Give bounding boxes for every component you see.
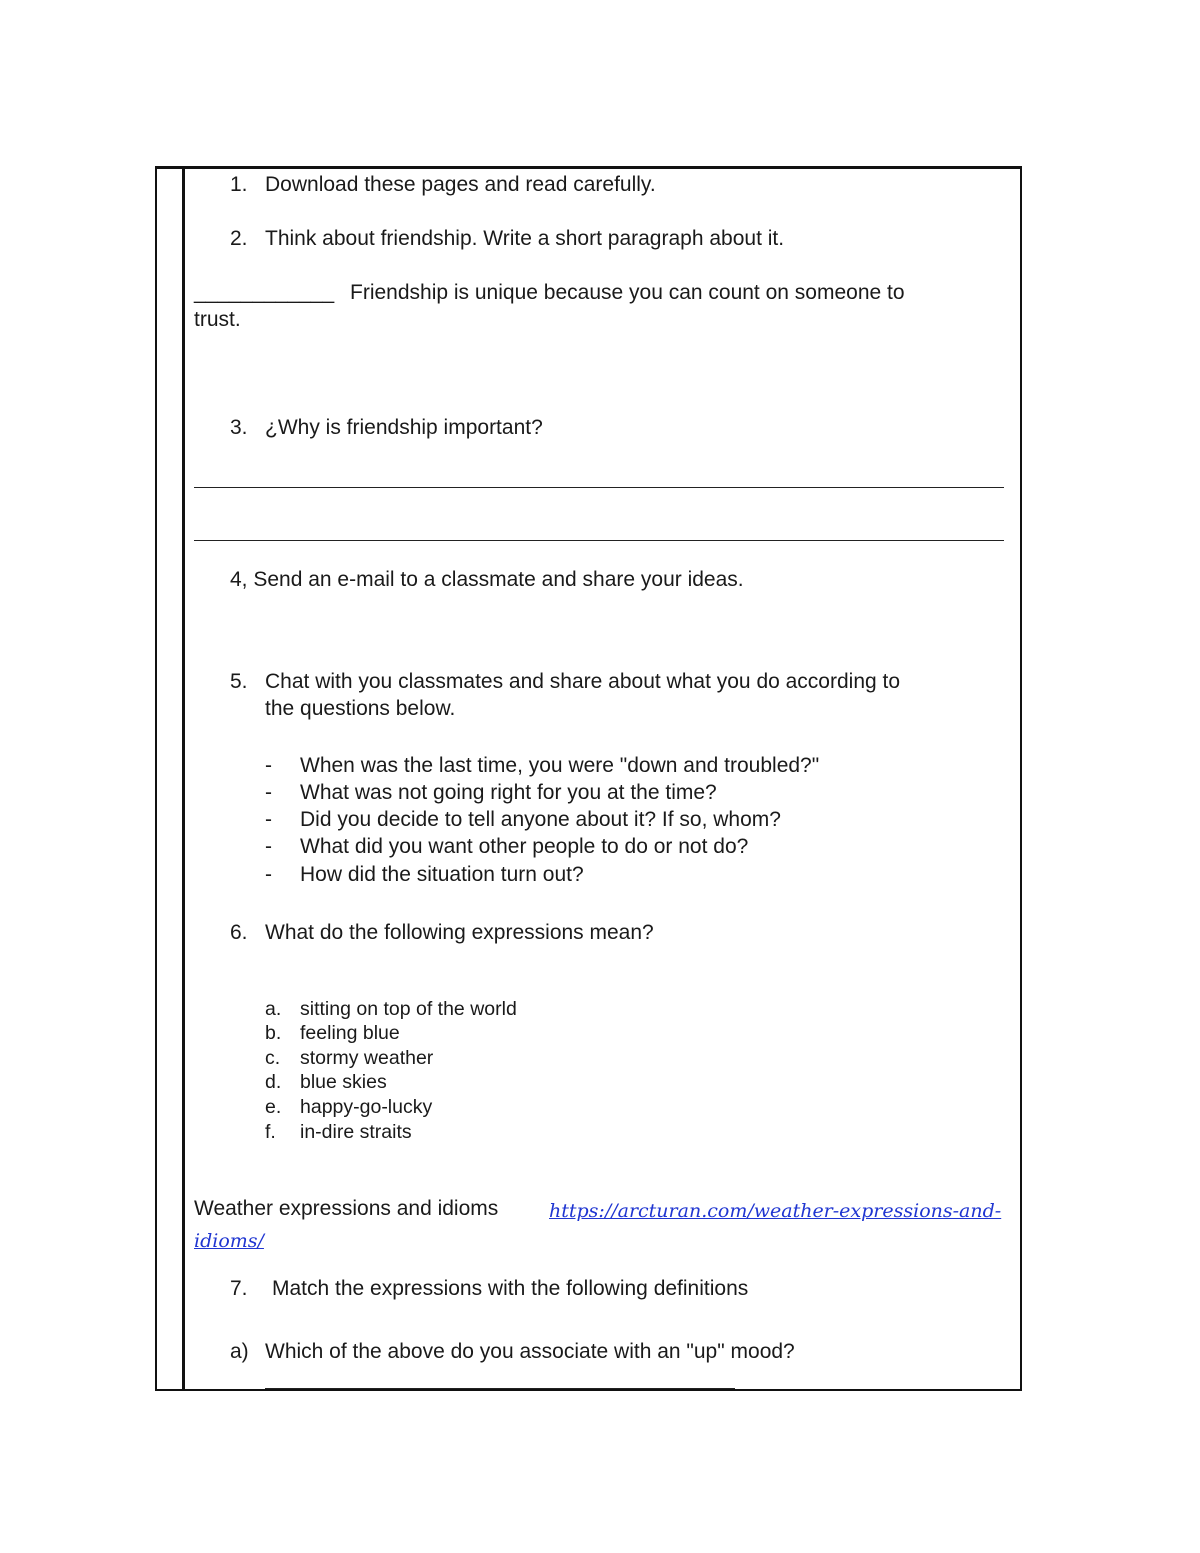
weather-resource-link-line-2[interactable]: idioms/ <box>194 1230 264 1252</box>
expression-b: feeling blue <box>300 1022 400 1044</box>
dash-bullet: - <box>265 835 272 858</box>
answer-line-2: trust. <box>194 308 241 331</box>
sub-item-a-text: Which of the above do you associate with an "up" mood? <box>265 1340 795 1363</box>
expression-letter: f. <box>265 1121 276 1143</box>
item-7-number: 7. <box>230 1277 248 1300</box>
item-1-number: 1. <box>230 173 248 196</box>
item-3-text: ¿Why is friendship important? <box>265 416 543 439</box>
item-2-number: 2. <box>230 227 248 250</box>
answer-line-1: Friendship is unique because you can count on someone to <box>350 281 905 304</box>
item-5-line-2: the questions below. <box>265 697 456 720</box>
weather-resource-link-line-1[interactable]: https://arcturan.com/weather-expressions-and- <box>549 1200 1002 1222</box>
frame-inner-left-border <box>182 168 185 1391</box>
expression-a: sitting on top of the world <box>300 998 517 1020</box>
question-5: How did the situation turn out? <box>300 863 584 886</box>
frame-bottom-border <box>156 1389 1022 1391</box>
question-2: What was not going right for you at the time? <box>300 781 717 804</box>
expression-letter: a. <box>265 998 282 1020</box>
expression-f: in-dire straits <box>300 1121 412 1143</box>
question-1: When was the last time, you were "down and troubled?" <box>300 754 820 777</box>
frame-right-border <box>1020 168 1022 1391</box>
item-1-text: Download these pages and read carefully. <box>265 173 656 196</box>
answer-blank: ____________ <box>194 281 335 304</box>
item-5-number: 5. <box>230 670 248 693</box>
expression-letter: c. <box>265 1047 281 1069</box>
dash-bullet: - <box>265 808 272 831</box>
expression-letter: b. <box>265 1022 282 1044</box>
item-5-line-1: Chat with you classmates and share about what you do according to <box>265 670 901 693</box>
item-7-text: Match the expressions with the following definitions <box>272 1277 749 1300</box>
expression-e: happy-go-lucky <box>300 1096 433 1118</box>
weather-resource-label: Weather expressions and idioms <box>194 1197 499 1220</box>
expression-c: stormy weather <box>300 1047 434 1069</box>
answer-line-blank-3 <box>265 1388 735 1389</box>
expression-d: blue skies <box>300 1071 387 1093</box>
expression-letter: e. <box>265 1096 282 1118</box>
item-2-text: Think about friendship. Write a short paragraph about it. <box>265 227 785 250</box>
dash-bullet: - <box>265 863 272 886</box>
dash-bullet: - <box>265 781 272 804</box>
question-3: Did you decide to tell anyone about it? If so, whom? <box>300 808 781 831</box>
item-6-number: 6. <box>230 921 248 944</box>
item-6-text: What do the following expressions mean? <box>265 921 654 944</box>
question-4: What did you want other people to do or not do? <box>300 835 749 858</box>
dash-bullet: - <box>265 754 272 777</box>
item-3-number: 3. <box>230 416 248 439</box>
frame-top-border <box>156 166 1022 169</box>
item-4-text: 4, Send an e-mail to a classmate and share your ideas. <box>230 568 744 591</box>
answer-line-blank-1 <box>194 487 1004 488</box>
expression-letter: d. <box>265 1071 282 1093</box>
answer-line-blank-2 <box>194 540 1004 541</box>
sub-item-a-label: a) <box>230 1340 249 1363</box>
frame-left-border <box>155 166 157 1391</box>
